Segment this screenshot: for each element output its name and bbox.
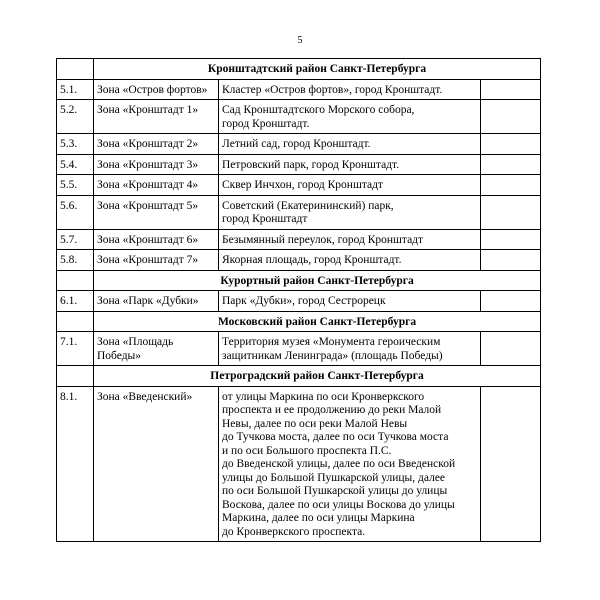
- zone-description-cell: Безымянный переулок, город Кронштадт: [219, 229, 481, 250]
- empty-cell: [481, 229, 541, 250]
- row-number-cell: 5.4.: [57, 154, 94, 175]
- zone-name-cell: Зона «Кронштадт 6»: [94, 229, 219, 250]
- zone-name-cell: Зона «Остров фортов»: [94, 79, 219, 100]
- row-number-cell: 8.1.: [57, 386, 94, 542]
- section-header-row: [57, 366, 541, 387]
- section-title: Петроградский район Санкт-Петербурга: [94, 366, 541, 387]
- table-row: [57, 386, 541, 542]
- section-empty-cell: [57, 311, 94, 332]
- section-title: Курортный район Санкт-Петербурга: [94, 270, 541, 291]
- section-title: Московский район Санкт-Петербурга: [94, 311, 541, 332]
- empty-cell: [481, 332, 541, 366]
- zone-description-cell: Территория музея «Монумента героическим защитникам Ленинграда» (площадь Победы): [219, 332, 481, 366]
- zone-name-cell: Зона «Кронштадт 1»: [94, 100, 219, 134]
- table-row: [57, 154, 541, 175]
- table-row: [57, 291, 541, 312]
- row-number-cell: 5.5.: [57, 175, 94, 196]
- zone-description-cell: от улицы Маркина по оси Кронверкского проспекта и ее продолжению до реки Малой Невы, далее по оси реки Малой Невы до Тучкова моста, далее по оси Тучкова моста и по оси Большого проспекта П.С. до Введенской улицы, далее по оси Введенской улицы до Большой Пушкарской улицы, далее по оси Большой Пушкарской улицы до улицы Воскова, далее по оси улицы Воскова до улицы Маркина, далее по оси улицы Маркина до Кронверкского проспекта.: [219, 386, 481, 542]
- zone-description-cell: Парк «Дубки», город Сестрорецк: [219, 291, 481, 312]
- empty-cell: [481, 386, 541, 542]
- empty-cell: [481, 134, 541, 155]
- zone-description-cell: Якорная площадь, город Кронштадт.: [219, 250, 481, 271]
- zone-name-cell: Зона «Кронштадт 7»: [94, 250, 219, 271]
- table-row: [57, 332, 541, 366]
- empty-cell: [481, 154, 541, 175]
- section-empty-cell: [57, 59, 94, 80]
- row-number-cell: 5.1.: [57, 79, 94, 100]
- page-number: 5: [297, 35, 303, 46]
- empty-cell: [481, 79, 541, 100]
- section-title: Кронштадтский район Санкт-Петербурга: [94, 59, 541, 80]
- table-row: [57, 195, 541, 229]
- zone-name-cell: Зона «Площадь Победы»: [94, 332, 219, 366]
- zone-name-cell: Зона «Кронштадт 2»: [94, 134, 219, 155]
- table-row: [57, 229, 541, 250]
- empty-cell: [481, 195, 541, 229]
- zone-name-cell: Зона «Введенский»: [94, 386, 219, 542]
- row-number-cell: 5.7.: [57, 229, 94, 250]
- section-header-row: [57, 311, 541, 332]
- zone-description-cell: Кластер «Остров фортов», город Кронштадт.: [219, 79, 481, 100]
- zone-name-cell: Зона «Парк «Дубки»: [94, 291, 219, 312]
- table-row: [57, 100, 541, 134]
- row-number-cell: 5.6.: [57, 195, 94, 229]
- zone-name-cell: Зона «Кронштадт 4»: [94, 175, 219, 196]
- empty-cell: [481, 250, 541, 271]
- zone-description-cell: Петровский парк, город Кронштадт.: [219, 154, 481, 175]
- zone-name-cell: Зона «Кронштадт 5»: [94, 195, 219, 229]
- zone-description-cell: Сквер Инчхон, город Кронштадт: [219, 175, 481, 196]
- zone-description-cell: Сад Кронштадтского Морского собора, город Кронштадт.: [219, 100, 481, 134]
- row-number-cell: 6.1.: [57, 291, 94, 312]
- section-empty-cell: [57, 270, 94, 291]
- zone-name-cell: Зона «Кронштадт 3»: [94, 154, 219, 175]
- zone-description-cell: Летний сад, город Кронштадт.: [219, 134, 481, 155]
- section-header-row: [57, 59, 541, 80]
- table-row: [57, 79, 541, 100]
- section-empty-cell: [57, 366, 94, 387]
- empty-cell: [481, 175, 541, 196]
- row-number-cell: 7.1.: [57, 332, 94, 366]
- row-number-cell: 5.8.: [57, 250, 94, 271]
- table-row: [57, 175, 541, 196]
- table-row: [57, 250, 541, 271]
- empty-cell: [481, 100, 541, 134]
- zones-table: [56, 58, 541, 542]
- row-number-cell: 5.2.: [57, 100, 94, 134]
- row-number-cell: 5.3.: [57, 134, 94, 155]
- empty-cell: [481, 291, 541, 312]
- section-header-row: [57, 270, 541, 291]
- zone-description-cell: Советский (Екатерининский) парк, город Кронштадт: [219, 195, 481, 229]
- table-row: [57, 134, 541, 155]
